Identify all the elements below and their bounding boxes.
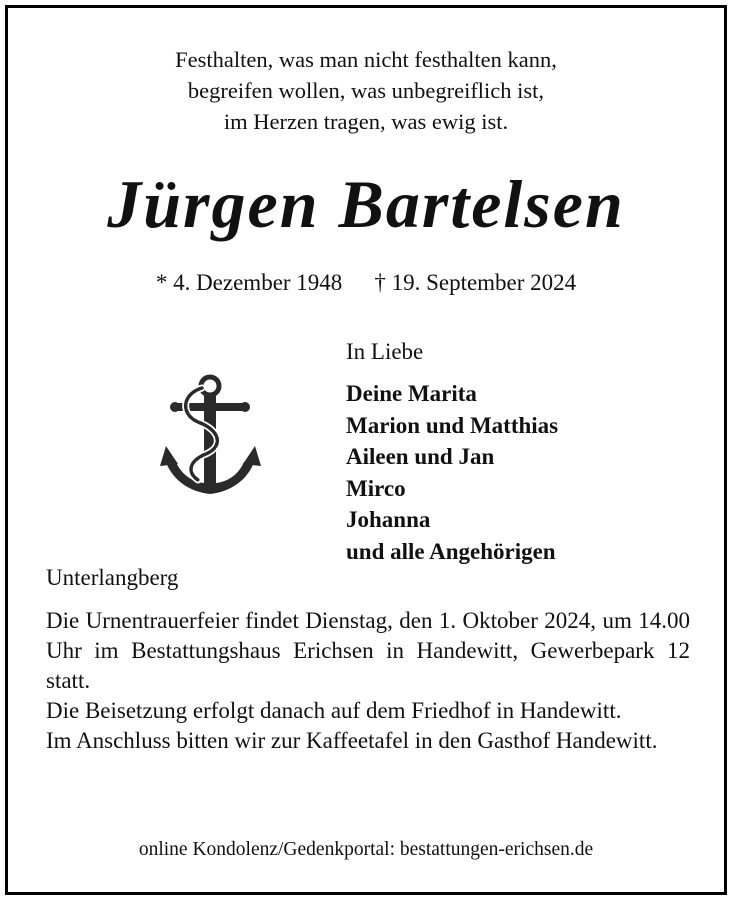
ceremony-details [46, 606, 690, 756]
obituary-card [5, 5, 727, 895]
mourner: Deine Marita [346, 381, 477, 406]
reception-paragraph: Im Anschluss bitten wir zur Kaffeetafel in den Gasthof Handewitt. [46, 728, 658, 753]
love-intro: In Liebe [346, 339, 424, 364]
birth-date: * 4. Dezember 1948 [155, 270, 343, 295]
ceremony-paragraph: Die Urnentrauerfeier findet Dienstag, den 1. Oktober 2024, um 14.00 Uhr im Bestattungshaus Erichsen in Handewitt, Gewerbepark 12 statt. [46, 608, 690, 693]
mourner: und alle Angehörigen [346, 538, 556, 564]
deceased-name: Jürgen Bartelsen [107, 166, 625, 242]
poem-line: im Herzen tragen, was ewig ist. [223, 109, 509, 134]
mourner: Johanna [346, 507, 431, 532]
poem-line: begreifen wollen, was unbegreiflich ist, [187, 78, 545, 103]
mourner: Aileen und Jan [346, 444, 495, 469]
mourners-list [346, 378, 558, 567]
burial-paragraph: Die Beisetzung erfolgt danach auf dem Friedhof in Handewitt. [46, 698, 622, 723]
death-date: † 19. September 2024 [374, 270, 577, 295]
poem-line: Festhalten, was man nicht festhalten kann, [175, 47, 557, 72]
mourner: Mirco [346, 475, 406, 501]
condolence-portal-note: online Kondolenz/Gedenkportal: bestattungen-erichsen.de [138, 839, 594, 860]
poem [8, 44, 724, 137]
life-dates [8, 268, 724, 298]
anchor-with-rope-icon [158, 374, 263, 500]
mourner: Marion und Matthias [346, 412, 559, 438]
place-of-residence: Unterlangberg [46, 565, 179, 590]
